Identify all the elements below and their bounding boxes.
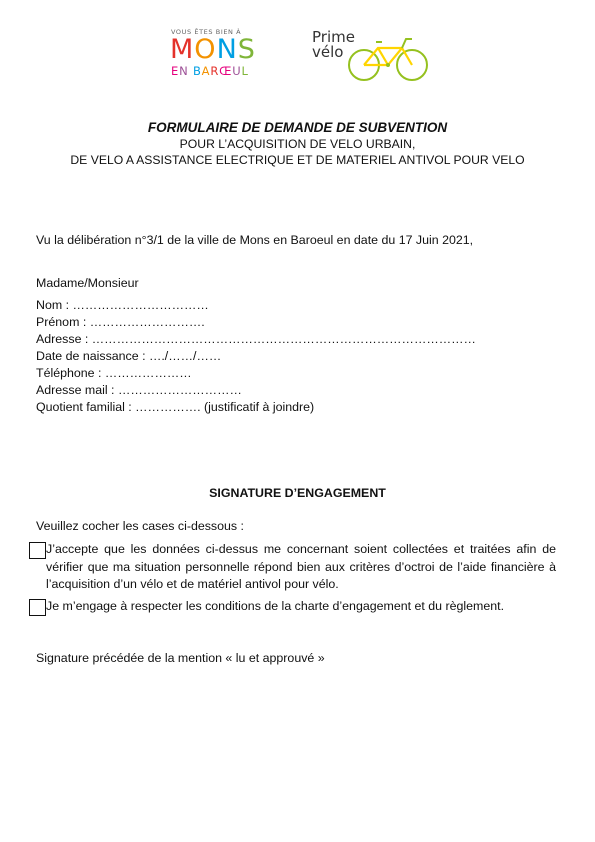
field-date-de-naissance[interactable]: Date de naissance : …./……/…… [36,349,222,363]
page-subtitle-line-2: DE VELO A ASSISTANCE ELECTRIQUE ET DE MATERIEL ANTIVOL POUR VELO [70,153,525,167]
consent-data-checkbox[interactable] [29,542,46,559]
logo-mons-letters [170,36,256,64]
logo-letter: M [170,34,195,65]
salutation: Madame/Monsieur [36,276,139,290]
checkbox-instruction: Veuillez cocher les cases ci-dessous : [36,519,244,533]
field-telephone[interactable]: Téléphone : ………………… [36,366,192,380]
intro-paragraph: Vu la délibération n°3/1 de la ville de Mons en Baroeul en date du 17 Juin 2021, [36,233,474,247]
logo-letter: S [237,34,256,65]
logo-letter: N [179,64,189,78]
consent-charter-checkbox[interactable] [29,599,46,616]
prime-velo-logo [308,28,428,82]
form-header [0,120,595,168]
logo-letter: Œ [219,64,233,78]
bicycle-icon [346,32,430,82]
logo-letter: R [210,64,220,78]
logo-letter: N [216,34,238,65]
logo-letter: A [201,64,211,78]
logo-letter: E [171,64,180,78]
logo-baroeul-text [171,64,249,78]
logo-letter: B [192,64,202,78]
mons-en-baroeul-logo [170,28,280,80]
engagement-section-title: SIGNATURE D’ENGAGEMENT [209,486,386,500]
page-subtitle-line-1: POUR L’ACQUISITION DE VELO URBAIN, [179,137,416,151]
consent-charter-label: Je m’engage à respecter les conditions de la charte d’engagement et du règlement. [46,599,505,613]
consent-data-label: J’accepte que les données ci-dessus me concernant soient collectées et traitées afin de vérifier que ma situation personnelle répond bien aux critères d’octroi de l’aide financière à l’acquisition d’un vélo et de matériel antivol pour vélo. [46,542,556,591]
signature-instruction: Signature précédée de la mention « lu et approuvé » [36,651,325,665]
field-adresse[interactable]: Adresse : ………………………………………………………………………………… [36,332,476,346]
field-quotient-familial[interactable]: Quotient familial : ……………. (justificatif à joindre) [36,400,315,414]
page-title: FORMULAIRE DE DEMANDE DE SUBVENTION [147,120,448,135]
logo-prime-text: Prime [312,28,355,46]
field-adresse-mail[interactable]: Adresse mail : ………………………… [36,383,242,397]
field-nom[interactable]: Nom : …………………………… [36,298,209,312]
logo-velo-text: vélo [312,43,344,61]
logo-tagline: VOUS ÊTES BIEN À [171,28,242,36]
logo-letter: L [241,64,249,78]
logo-baroeul-letters [171,64,249,78]
logo-letter: U [232,64,242,78]
logo-letter: O [194,34,217,65]
logo-mons-text [170,36,256,64]
field-prenom[interactable]: Prénom : ………………………. [36,315,205,329]
